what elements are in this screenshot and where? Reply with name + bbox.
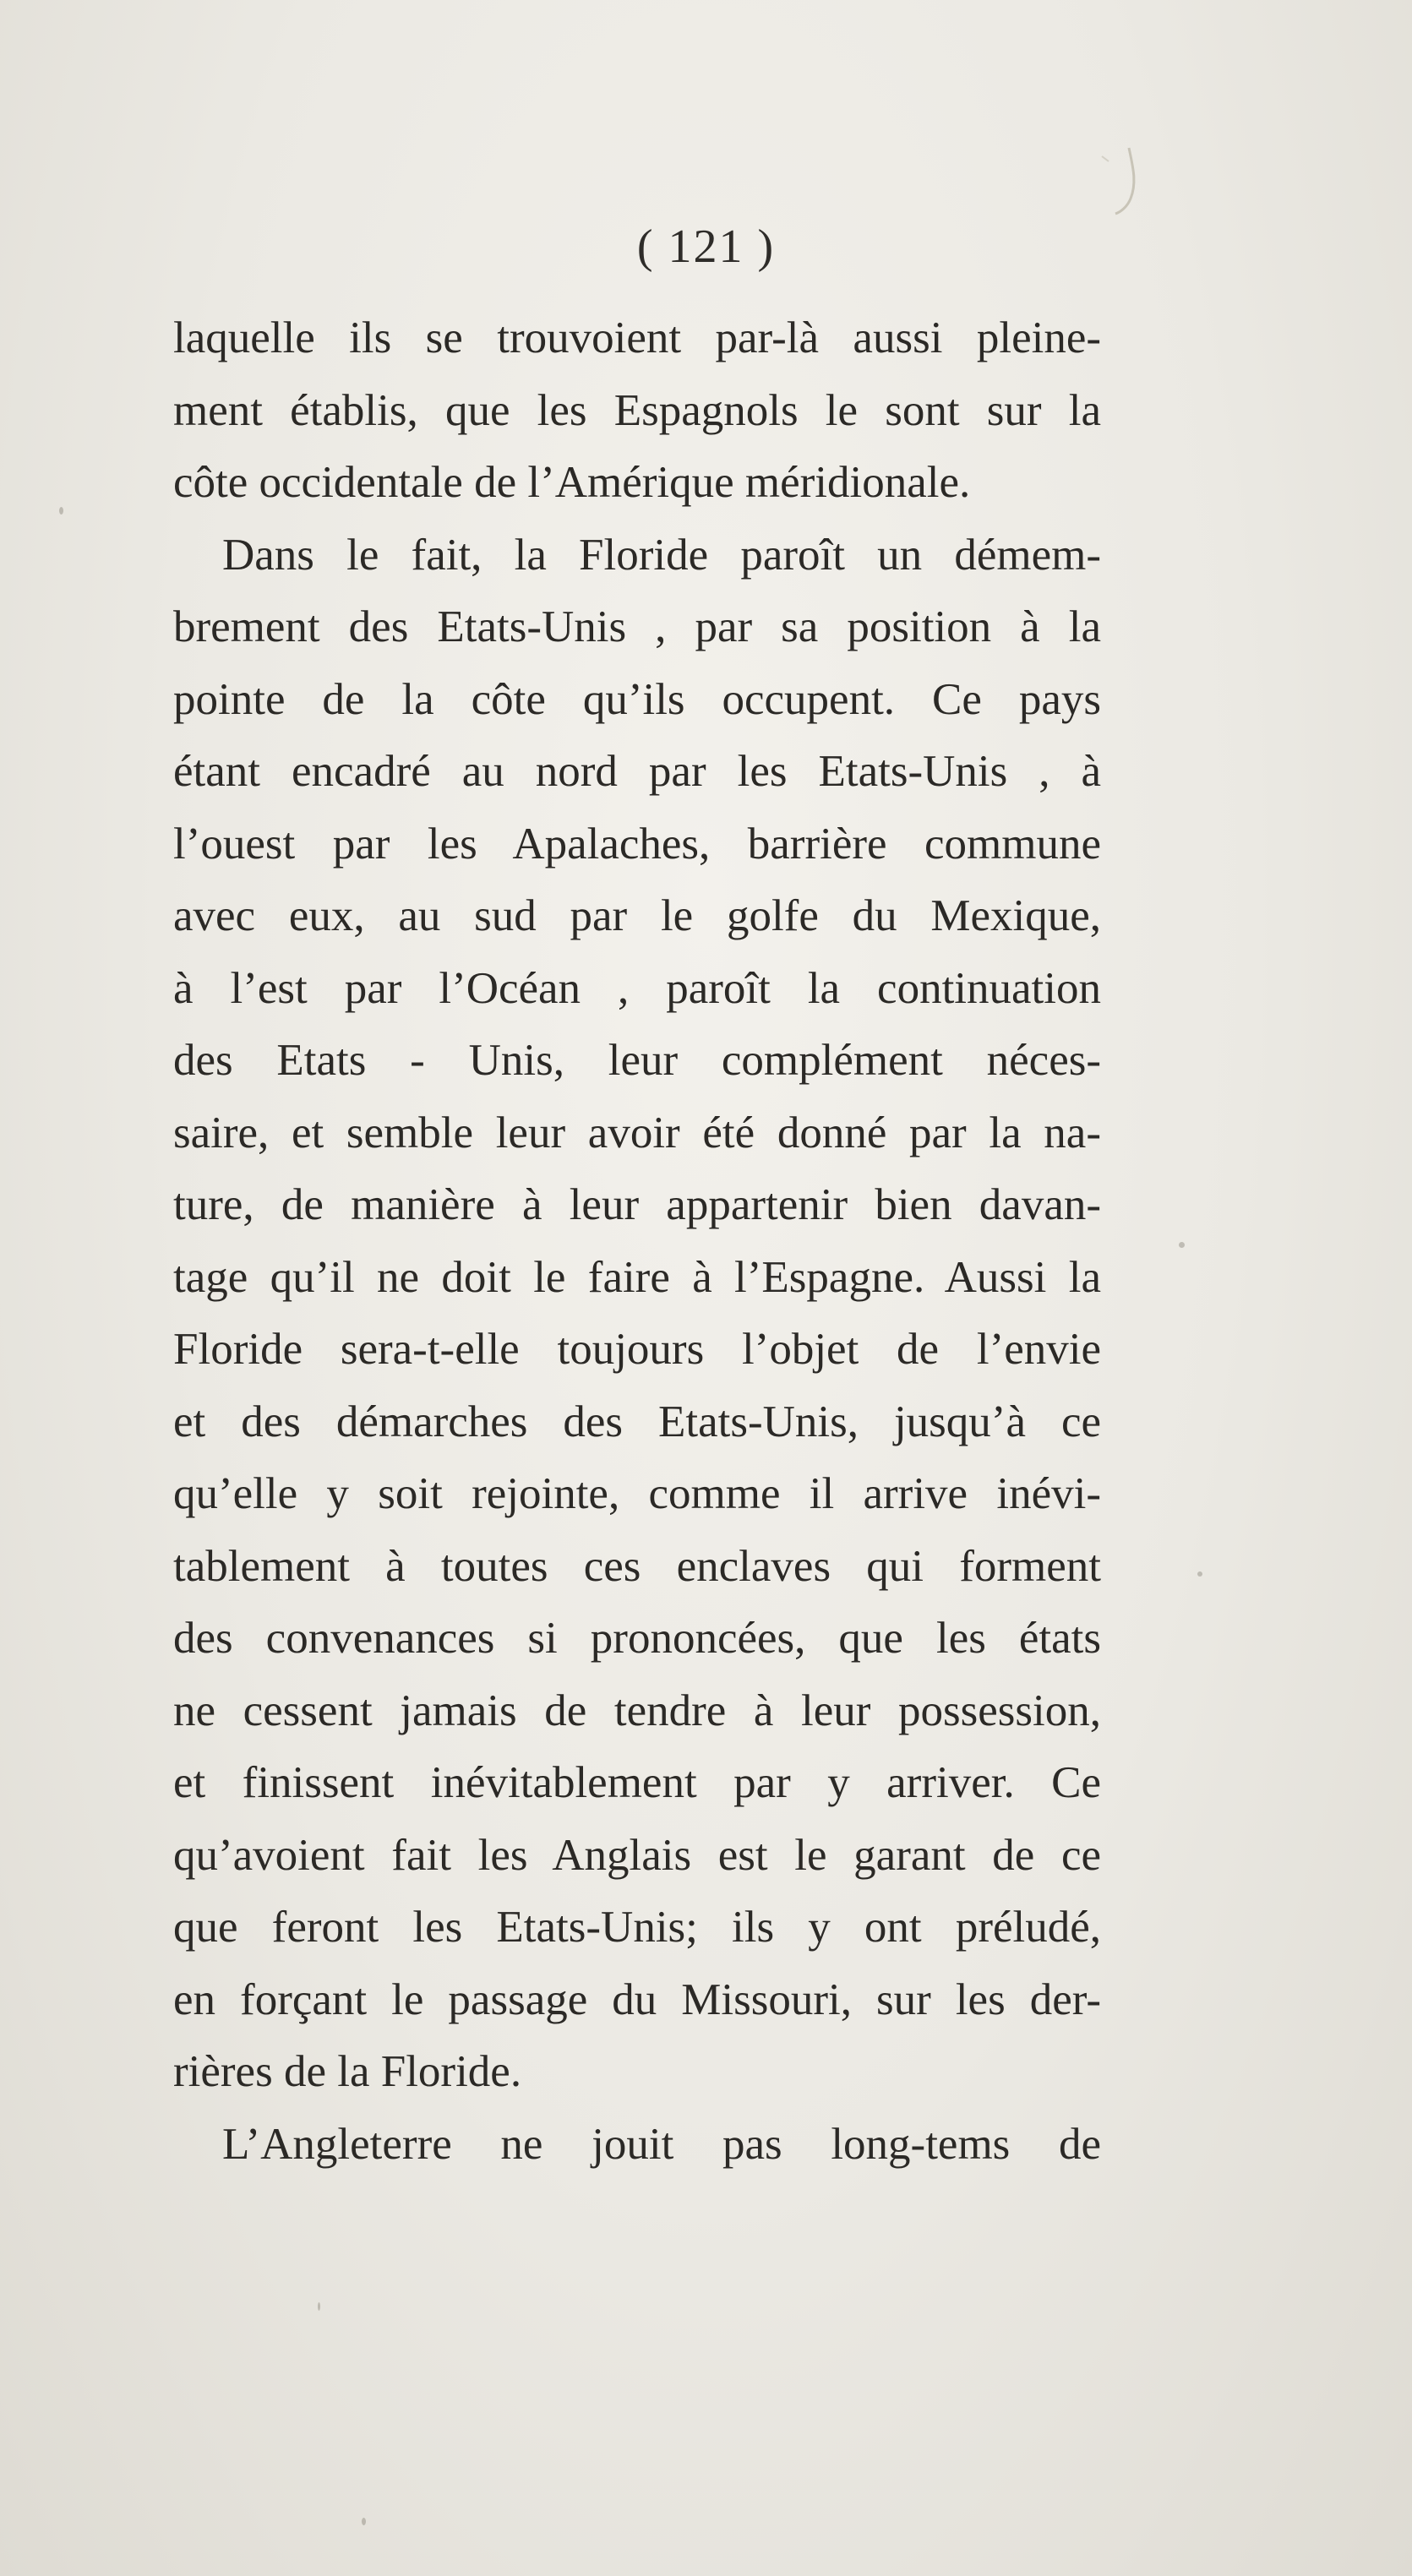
text-line: qu’elle y soit rejointe, comme il arrive inévi-	[173, 1469, 1101, 1518]
page-number: ( 121 )	[636, 221, 776, 273]
text-line: ture, de manière à leur appartenir bien davan-	[173, 1180, 1101, 1229]
text-line: en forçant le passage du Missouri, sur les der-	[173, 1974, 1101, 2024]
text-line: côte occidentale de l’Amérique méridionale.	[173, 458, 971, 507]
text-line: rières de la Floride.	[173, 2047, 522, 2096]
paragraph-start-line: L’Angleterre ne jouit pas long-tems de	[222, 2119, 1101, 2169]
text-line: à l’est par l’Océan , paroît la continuation	[173, 963, 1101, 1013]
text-line: pointe de la côte qu’ils occupent. Ce pays	[173, 674, 1101, 724]
text-line: Floride sera-t-elle toujours l’objet de l’envie	[173, 1325, 1101, 1374]
body-text	[173, 302, 1101, 2181]
paper-speck	[59, 507, 63, 515]
text-line: des convenances si prononcées, que les états	[173, 1614, 1101, 1663]
text-line: ne cessent jamais de tendre à leur possession,	[173, 1686, 1101, 1735]
text-line: saire, et semble leur avoir été donné par la na-	[173, 1108, 1101, 1157]
text-line: tage qu’il ne doit le faire à l’Espagne. Aussi la	[173, 1252, 1101, 1302]
text-line: et finissent inévitablement par y arriver. Ce	[173, 1758, 1101, 1807]
paper-speck	[1179, 1242, 1185, 1248]
text-line: tablement à toutes ces enclaves qui forment	[173, 1541, 1101, 1591]
paragraph-start-line: Dans le fait, la Floride paroît un démem-	[222, 530, 1101, 580]
corner-ink-mark	[1095, 139, 1144, 220]
text-line: et des démarches des Etats-Unis, jusqu’à ce	[173, 1397, 1101, 1446]
text-line: avec eux, au sud par le golfe du Mexique,	[173, 891, 1101, 940]
text-line: qu’avoient fait les Anglais est le garant de ce	[173, 1830, 1101, 1880]
text-line: que feront les Etats-Unis; ils y ont préludé,	[173, 1903, 1101, 1952]
paper-speck	[318, 2302, 320, 2311]
text-line: des Etats - Unis, leur complément néces-	[173, 1036, 1101, 1085]
paper-speck	[362, 2518, 366, 2525]
text-line: ment établis, que les Espagnols le sont sur la	[173, 385, 1101, 435]
text-line: laquelle ils se trouvoient par-là aussi pleine-	[173, 313, 1101, 362]
text-line: brement des Etats-Unis , par sa position à la	[173, 602, 1101, 651]
text-line: l’ouest par les Apalaches, barrière commune	[173, 819, 1101, 869]
paper-speck	[1197, 1571, 1202, 1577]
text-line: étant encadré au nord par les Etats-Unis , à	[173, 747, 1101, 796]
